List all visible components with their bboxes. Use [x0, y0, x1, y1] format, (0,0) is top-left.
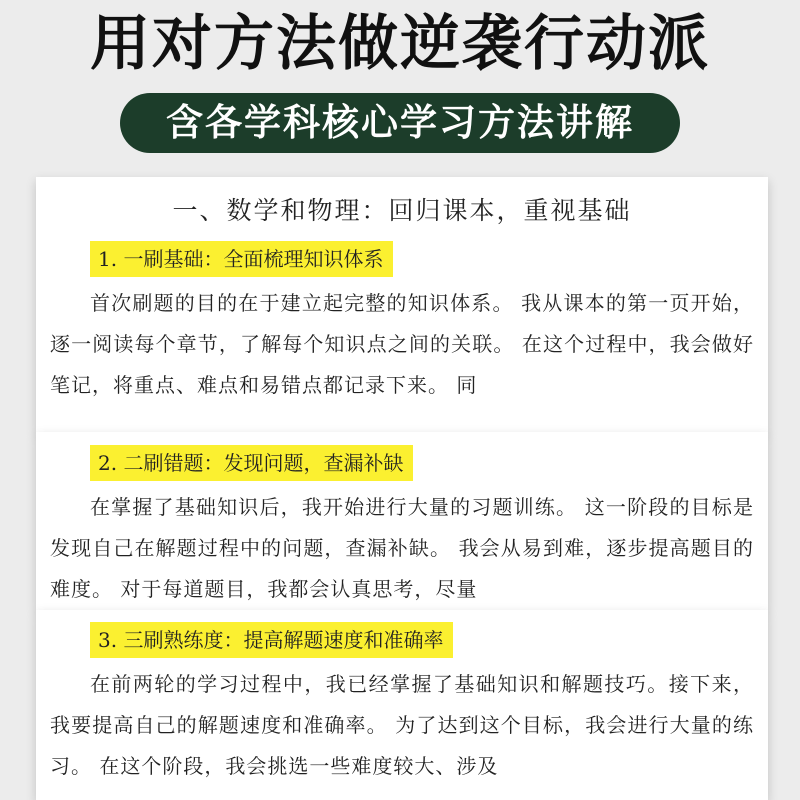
step-1-paragraph: 首次刷题的目的在于建立起完整的知识体系。 我从课本的第一页开始，逐一阅读每个章节，了解每个知识点之间的关联。 在这个过程中，我会做好笔记，将重点、难点和易错点都记录下来。 同 [50, 291, 754, 397]
paper-card-1 [36, 177, 768, 433]
section-title: 一、数学和物理：回归课本，重视基础 [172, 196, 632, 225]
step-1-heading: 1. 一刷基础：全面梳理知识体系 [90, 241, 393, 277]
step-2-paragraph: 在掌握了基础知识后，我开始进行大量的习题训练。 这一阶段的目标是发现自己在解题过程中的问题，查漏补缺。 我会从易到难，逐步提高题目的难度。 对于每道题目，我都会认真思考，尽量 [50, 495, 754, 601]
subtitle-banner: 含各学科核心学习方法讲解 [120, 93, 680, 153]
paper-card-3 [36, 610, 768, 800]
step-2-heading: 2. 二刷错题：发现问题，查漏补缺 [90, 445, 413, 481]
step-3-heading: 3. 三刷熟练度：提高解题速度和准确率 [90, 622, 453, 658]
paper-card-2 [36, 432, 768, 610]
headline: 用对方法做逆袭行动派 [90, 9, 710, 79]
step-3-paragraph: 在前两轮的学习过程中，我已经掌握了基础知识和解题技巧。接下来，我要提高自己的解题速度和准确率。 为了达到这个目标，我会进行大量的练习。 在这个阶段，我会挑选一些难度较大、涉及 [50, 672, 754, 778]
